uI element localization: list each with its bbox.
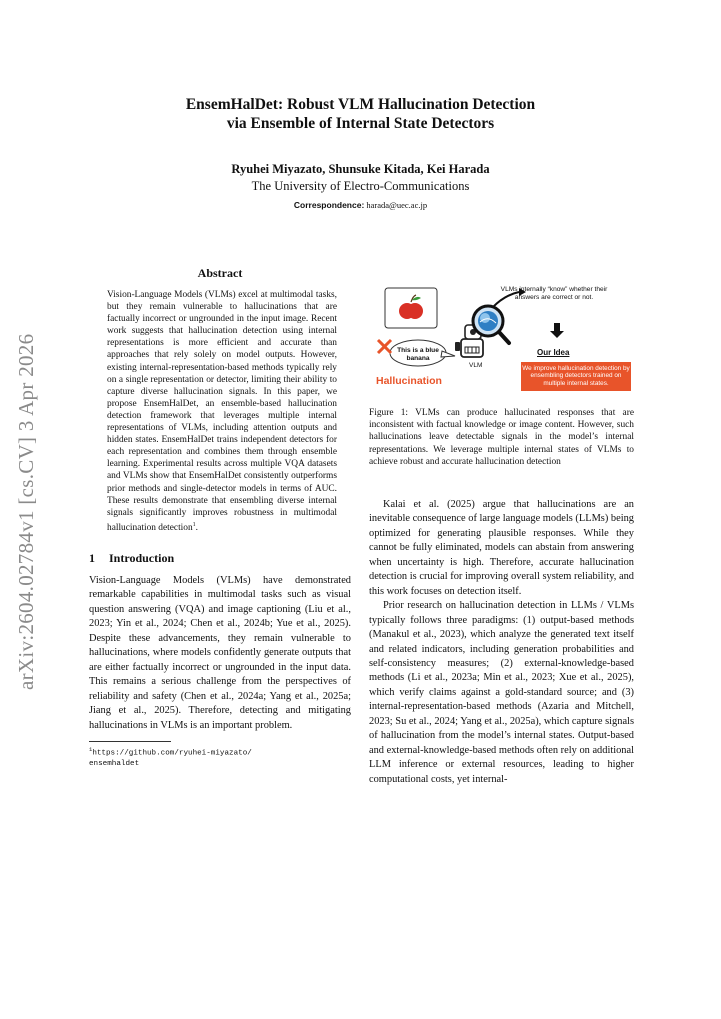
figure-note: VLMs internally “know” whether their answers are correct or not.	[500, 286, 608, 301]
title-line-2: via Ensemble of Internal State Detectors	[226, 115, 495, 132]
section-number: 1	[89, 551, 95, 565]
introduction-paragraph: Vision-Language Models (VLMs) have demonstrated remarkable capabilities in multimodal tasks such as visual question answering (VQA) and image captioning (Liu et al., 2023; Yin et al., 2024; Chen et al., 2024b; Yue et al., 2025). Despite these advancements, they remain vulnerable to hallucinations, where models confidently generate outputs that are either factually incorrect or ungrounded in the input data. This remains a serious challenge from the perspectives of reliability and safety (Chen et al., 2024a; Yang et al., 2025a; Jiang et al., 2025). Therefore, detecting and mitigating hallucinations in VLMs is an important problem.	[89, 575, 351, 731]
section-heading-introduction	[89, 551, 351, 566]
left-column	[89, 266, 351, 769]
section-title: Introduction	[109, 551, 175, 565]
affiliation: The University of Electro-Communications	[251, 179, 470, 193]
abstract-text: Vision-Language Models (VLMs) excel at multimodal tasks, but they remain vulnerable to hallucinations that are factually incorrect or ungrounded in the input image. Recent work suggests that hallucination detection using internal representations is more efficient and accurate than approaches that rely solely on model outputs. However, existing internal-representation-based methods typically rely on a single representation or detector, limiting their ability to capture diverse hallucination signals. In this paper, we propose EnsemHalDet, an ensemble-based hallucination detection framework that leverages multiple internal representations of VLMs, including attention outputs and hidden states. EnsemHalDet trains independent detectors for each representation and combines them through ensemble learning. Experimental results across multiple VQA datasets and VLMs show that EnsemHalDet consistently outperforms prior methods and single-detector models in terms of AUC. These results demonstrate that ensembling diverse internal signals significantly improves robustness in multimodal hallucination detection	[107, 290, 337, 533]
abstract-heading: Abstract	[197, 266, 243, 280]
right-column	[369, 285, 634, 787]
abstract-body	[107, 289, 337, 534]
title-line-1: EnsemHalDet: Robust VLM Hallucination Detection	[185, 96, 536, 113]
arxiv-identifier: arXiv:2604.02784v1 [cs.CV] 3 Apr 2026	[14, 333, 38, 690]
right-column-text	[369, 498, 634, 787]
footnote-ref[interactable]: 1	[192, 521, 196, 528]
figure-caption: Figure 1: VLMs can produce hallucinated responses that are inconsistent with factual knowledge or image content. However, such hallucinations leave detectable signals in the model’s internal representations. We leverage multiple internal states of VLMs to achieve robust and accurate hallucination detection	[369, 408, 634, 467]
authors: Ryuhei Miyazato, Shunsuke Kitada, Kei Harada	[231, 162, 490, 176]
footnote-line-1[interactable]	[89, 745, 351, 759]
down-arrow-icon	[550, 323, 564, 338]
figure-bubble-text: This is a blue banana	[397, 347, 439, 362]
cross-icon	[378, 340, 391, 353]
paragraph-kalai: Kalai et al. (2025) argue that hallucinations are an inevitable consequence of large language models (LLMs) being optimized for generating plausible responses. While they cannot be fully eliminated, models can abstain from answering when uncertainty is high. Therefore, accurate hallucination detection is crucial for improving overall system reliability, and this work focuses on detection itself.	[369, 499, 634, 597]
figure-1	[369, 285, 634, 405]
paper-title	[90, 95, 631, 133]
correspondence-email: harada@uec.ac.jp	[366, 200, 428, 210]
apple-image-card	[385, 288, 437, 328]
figure-idea-box: We improve hallucination detection by ensembling detectors trained on multiple internal states.	[521, 362, 631, 391]
footnote-mark: 1	[89, 745, 93, 753]
figure-hallucination-label: Hallucination	[376, 375, 442, 387]
correspondence	[90, 200, 631, 210]
figure-our-idea: Our Idea	[537, 348, 570, 357]
footnote-url[interactable]: https://github.com/ryuhei-miyazato/	[92, 749, 252, 758]
paragraph-prior-research: Prior research on hallucination detection in LLMs / VLMs typically follows three paradigms: (1) output-based methods (Manakul et al., 2023), which analyze the generated text itself and related indicators, including generation probabilities and self-consistency measures; (2) external-knowledge-based methods (Li et al., 2023a; Min et al., 2023; Xue et al., 2025), which verify claims against a gold-standard source; and (3) internal-representation-based methods (Azaria and Mitchell, 2023; Su et al., 2024; Yang et al., 2025a), which capture signals of hallucination from the model’s internal states. Output-based and external-knowledge-based methods often rely on additional LLM inference or external resources, leading to higher computational costs, yet internal-	[369, 600, 634, 785]
abstract-end: .	[195, 522, 198, 533]
footnote-rule	[89, 741, 171, 742]
figure-vlm-label: VLM	[469, 362, 483, 369]
correspondence-label: Correspondence:	[293, 200, 365, 210]
footnote	[89, 745, 351, 769]
footnote-line-2[interactable]: ensemhaldet	[89, 759, 140, 768]
